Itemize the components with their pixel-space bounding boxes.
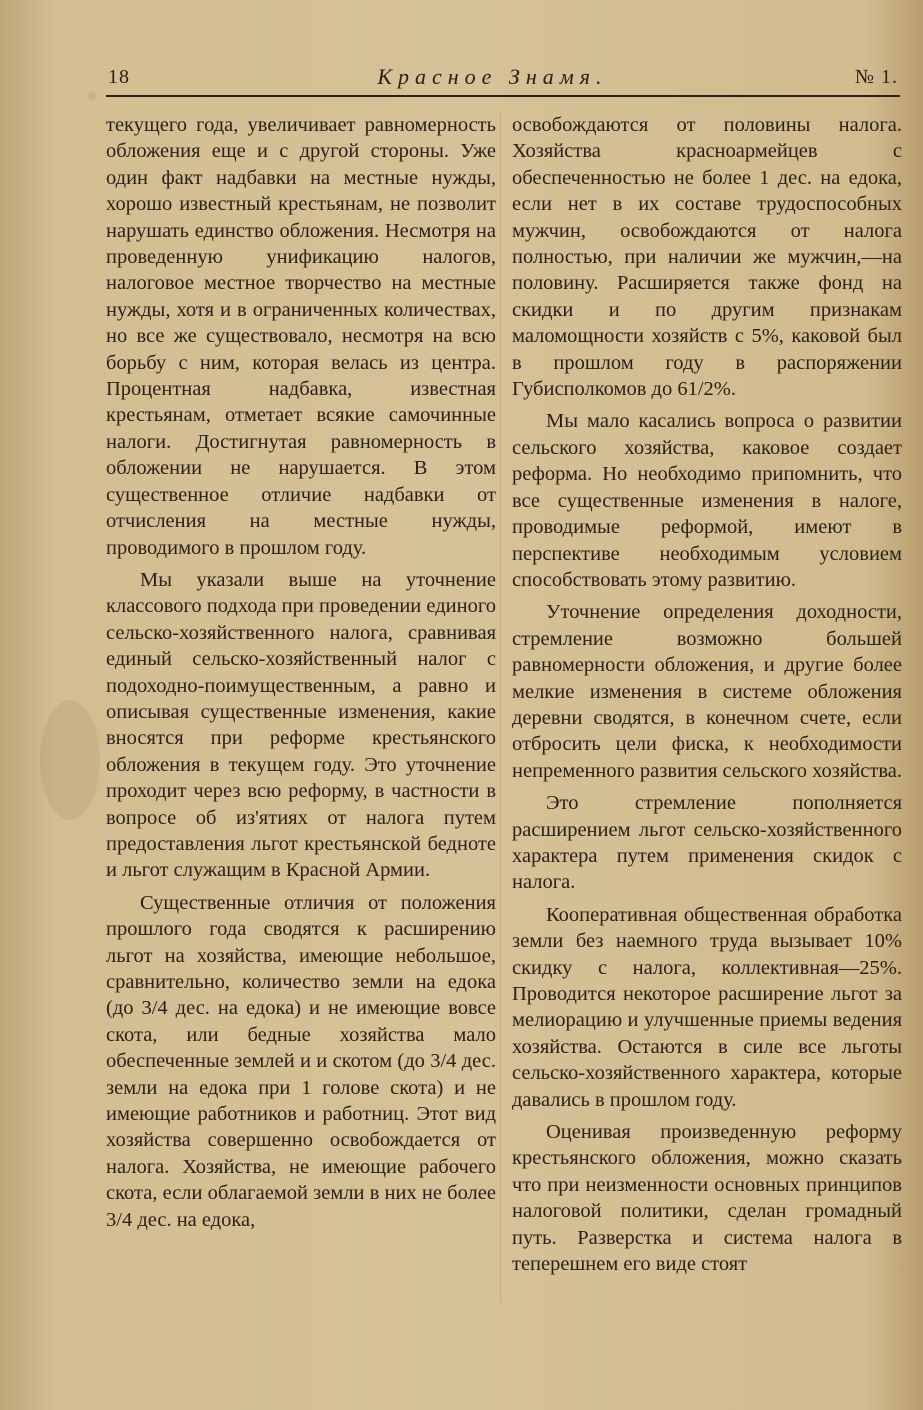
paper-stain (40, 700, 100, 820)
paragraph: освобождаются от половины налога. Хозяйства красноармейцев с обеспеченностью не более 1 дес. на едока, если нет в их составе трудоспособных мужчин, освобождаются от налога полностью, при наличии же мужчин,—на половину. Расширяется также фонд на скидки и по другим признакам маломощности хозяйств с 5%, каковой был в прошлом году в распоряжении Губисполкомов до 61/2%. (512, 114, 902, 401)
paragraph: Мы мало касались вопроса о развитии сельского хозяйства, каковое создает реформа. Но необходимо припомнить, что все существенные изменения в налоге, проводимые реформой, имеют в перспективе необходимым условием способствовать этому развитию. (512, 410, 902, 591)
masthead-title: Красное Знамя. (377, 64, 608, 89)
paragraph: Существенные отличия от положения прошлого года сводятся к расширению льгот на хозяйства, имеющие небольшое, сравнительно, количество земли на едока (до 3/4 дес. на едока) и не имеющие вовсе скота, или бедные хозяйства мало обеспеченные землей и и скотом (до 3/4 дес. земли на едока при 1 голове скота) и не имеющие работников и работниц. Этот вид хозяйства совершенно освобождается от налога. Хозяйства, не имеющие рабочего скота, если облагаемой земли в них не более 3/4 дес. на едока, (106, 891, 496, 1231)
ink-spot (88, 92, 96, 100)
paragraph: Уточнение определения доходности, стремление возможно большей равномерности обложения, и другие более мелкие изменения в системе обложения деревни сводятся, в конечном счете, если отбросить цели фиска, к необходимости непременного развития сельского хозяйства. (512, 601, 902, 782)
paragraph: Мы указали выше на уточнение классового подхода при проведении единого сельско-хозяйственного налога, сравнивая единый сельско-хозяйственный налог с подоходно-поимущественным, а равно и описывая существенные изменения, какие вносятся при реформе крестьянского обложения в текущем году. Это уточнение проходит через всю реформу, в частности в вопросе об из'ятиях от налога путем предоставления льгот крестьянской бедноте и льгот служащим в Красной Армии. (106, 568, 496, 882)
paragraph: Это стремление пополняется расширением льгот сельско-хозяйственного характера путем применения скидок с налога. (512, 792, 902, 894)
paragraph: Кооперативная общественная обработка земли без наемного труда вызывает 10% скидку с налога, коллективная—25%. Проводится некоторое расширение льгот за мелиорацию и улучшенные приемы ведения хозяйства. Остаются в силе все льготы сельско-хозяйственного характера, которые давались в прошлом году. (512, 903, 902, 1111)
right-column (512, 112, 902, 1283)
left-column (106, 112, 496, 1239)
column-gutter (500, 112, 501, 1302)
issue-number: № 1. (854, 65, 898, 88)
paragraph: текущего года, увеличивает равномерность обложения еще и с другой стороны. Уже один факт надбавки на местные нужды, хорошо известный крестьянам, не позволит нарушать единство обложения. Несмотря на проведенную унификацию налогов, налоговое местное творчество на местные нужды, хотя и в ограниченных количествах, но все же существовало, несмотря на всю борьбу с ним, которая велась из центра. Процентная надбавка, известная крестьянам, отметает всякие самочинные налоги. Достигнутая равномерность в обложении не нарушается. В этом существенное отличие надбавки от отчисления на местные нужды, проводимого в прошлом году. (106, 114, 496, 559)
paragraph: Оценивая произведенную реформу крестьянского обложения, можно сказать что при неизменности основных принципов налоговой политики, сделан громадный путь. Разверстка и система налога в теперешнем его виде стоят (512, 1121, 902, 1276)
page-number: 18 (108, 65, 130, 88)
page-header (108, 62, 898, 92)
header-rule (106, 95, 900, 97)
